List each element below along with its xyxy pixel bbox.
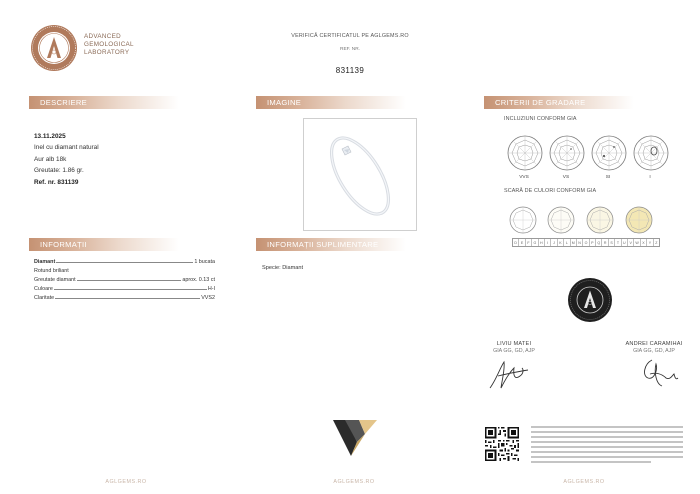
signatory-credentials: GIA GG, GD, AJP [493,348,535,354]
diamond-color-d-icon [508,205,538,235]
inclusion-label-i: I [649,175,651,180]
signatory-name: ANDREI CARAMIHAI [625,341,683,347]
diamond-i-icon [632,134,670,172]
diamond-vvs-icon [506,134,544,172]
info-row: Greutate diamant aprox. 0.13 ct [34,277,215,283]
signature-liviu-matei [486,358,532,392]
description-line: Greutate: 1.86 gr. [34,167,84,175]
section-description-header: DESCRIERE [29,96,179,109]
diamond-vs-icon [548,134,586,172]
color-scale-title: SCARĂ DE CULORI CONFORM GIA [504,188,597,194]
signatory-name: LIVIU MATEI [496,341,532,347]
section-image-header: IMAGINE [256,96,406,109]
product-image-frame [303,118,417,231]
brand-logo-icon [331,418,379,460]
description-date: 13.11.2025 [34,133,66,140]
lab-seal-logo [30,24,78,72]
info-row: Rotund briliant [34,268,69,274]
inclusion-label-vvs: VVS [519,175,529,180]
legal-disclaimer-text-lines [531,424,683,466]
footer-site-link[interactable]: AGLGEMS.RO [333,479,375,485]
signature-andrei-caramihai [636,356,680,390]
ref-label: REF. NR. [340,47,360,52]
description-ref: Ref. nr. 831139 [34,178,79,186]
ref-number: 831139 [335,66,365,75]
diamond-color-s-icon [624,205,654,235]
diamond-color-k-icon [585,205,615,235]
certification-seal-icon [567,277,613,323]
info-row: Claritate VVS2 [34,295,215,301]
inclusion-label-vs: VS [562,175,570,180]
diamond-si-icon [590,134,628,172]
footer-site-link[interactable]: AGLGEMS.RO [105,479,147,485]
info-row: Diamant 1 bucata [34,259,215,265]
ring-image [304,119,416,230]
description-block [34,131,99,188]
section-criteria-header: CRITERII DE GRADARE [484,96,634,109]
diamond-color-g-icon [546,205,576,235]
qr-code-icon[interactable] [485,427,519,461]
description-line: Inel cu diamant natural [34,144,99,152]
info-row: Culoare H-I [34,286,215,292]
inclusion-label-si: SI [605,175,611,180]
section-info-header: INFORMAȚII [29,238,179,251]
description-line: Aur alb 18k [34,155,67,163]
signatory-credentials: GIA GG, GD, AJP [633,348,675,354]
footer-site-link[interactable]: AGLGEMS.RO [563,479,605,485]
color-scale-bar: D E F G H I J K L M N O P Q R S T U V W X Y Z [512,238,660,247]
verify-text: VERIFICĂ CERTIFICATUL PE AGLGEMS.RO [291,33,409,39]
species-text: Specie: Diamant [262,265,304,271]
inclusions-title: INCLUZIUNI CONFORM GIA [504,116,577,122]
lab-name: ADVANCED GEMOLOGICAL LABORATORY [84,33,134,56]
info-table [34,259,215,304]
section-supplementary-header: INFORMAȚII SUPLIMENTARE [256,238,406,251]
